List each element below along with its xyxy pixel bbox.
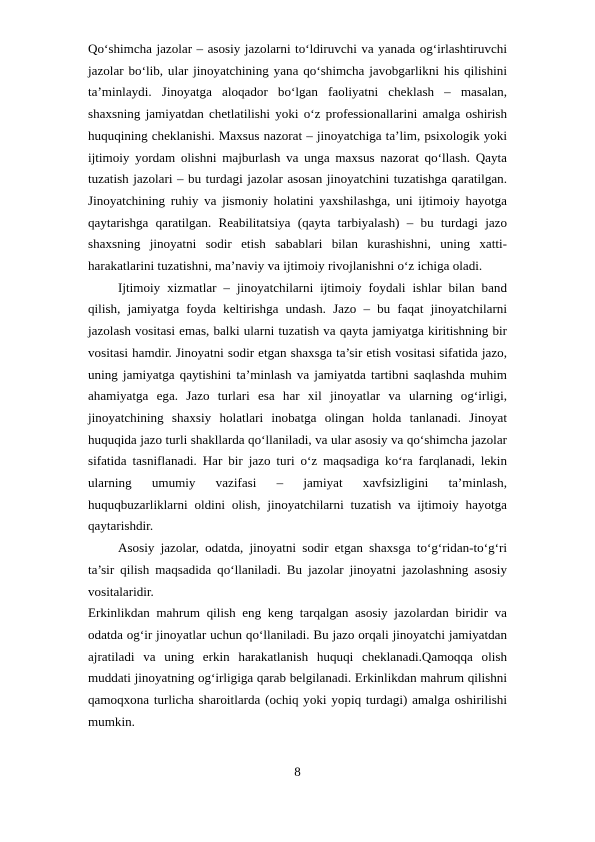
paragraph-main-punishments: Asosiy jazolar, odatda, jinoyatni sodir etgan shaxsga to‘g‘ridan-to‘g‘ri ta’sir qilish maqsadida qo‘llaniladi. Bu jazolar jinoyatni jazolashning asosiy vositalaridir. — [88, 540, 507, 599]
paragraph-social-services: Ijtimoiy xizmatlar – jinoyatchilarni ijtimoiy foydali ishlar bilan band qilish, jamiyatga foyda keltirishga undash. Jazo – bu faqat jinoyatchilarni jazolash vositasi emas, balki ularni tuzatish va qayta jamiyatga kiritishning bir vositasi hamdir. Jinoyatni sodir etgan shaxsga ta’sir etish vositasi sifatida jazo, uning jamiyatga qaytishini ta’minlash va jamiyatda tartibni saqlashda muhim ahamiyatga ega. Jazo turlari esa har xil jinoyatlar va ularning og‘irligi, jinoyatchining shaxsiy holatlari inobatga olingan holda tanlanadi. Jinoyat huquqida jazo turli shakllarda qo‘llaniladi, va ular asosiy va qo‘shimcha jazolar sifatida tasniflanadi. Har bir jazo turi o‘z maqsadiga ko‘ra farqlanadi, lekin ularning umumiy vazifasi – jamiyat xavfsizligini ta’minlash, huquqbuzarliklarni oldini olish, jinoyatchilarni tuzatish va ijtimoiy hayotga qaytarishdir. — [88, 279, 507, 534]
paragraph-additional-punishments: Qo‘shimcha jazolar – asosiy jazolarni to‘ldiruvchi va yanada og‘irlashtiruvchi jazolar bo‘lib, ular jinoyatchining yana qo‘shimcha javobgarlikni his qilishini ta’minlaydi. Jinoyatga aloqador bo‘lgan faoliyatni cheklash – masalan, shaxsning jamiyatdan chetlatilishi yoki o‘z professionallarini amalga oshirish huquqining cheklanishi. Maxsus nazorat – jinoyatchiga ta’lim, psixologik yoki ijtimoiy yordam olishni majburlash va unga maxsus nazorat qo‘llash. Qayta tuzatish jazolari – bu turdagi jazolar asosan jinoyatchini tuzatishga qaratilgan. Jinoyatchining ruhiy va jismoniy holatini yaxshilashga, uni ijtimoiy hayotga qaytarishga qaratilgan. Reabilitatsiya (qayta tarbiyalash) – bu turdagi jazo shaxsning jinoyatni sodir etish sabablari bilan kurashishni, uning xatti-harakatlarini tuzatishni, ma’naviy va ijtimoiy rivojlanishni o‘z ichiga oladi. — [88, 41, 507, 274]
body-text — [88, 38, 507, 733]
paragraph-deprivation-of-liberty: Erkinlikdan mahrum qilish eng keng tarqalgan asosiy jazolardan biridir va odatda og‘ir jinoyatlar uchun qo‘llaniladi. Bu jazo orqali jinoyatchi jamiyatdan ajratiladi va uning erkin harakatlanish huquqi cheklanadi.Qamoqqa olish muddati jinoyatning og‘irligiga qarab belgilanadi. Erkinlikdan mahrum qilishni qamoqxona turlicha sharoitlarda (ochiq yoki yopiq turdagi) amalga oshirilishi mumkin. — [88, 605, 507, 729]
page-number: 8 — [294, 764, 301, 779]
